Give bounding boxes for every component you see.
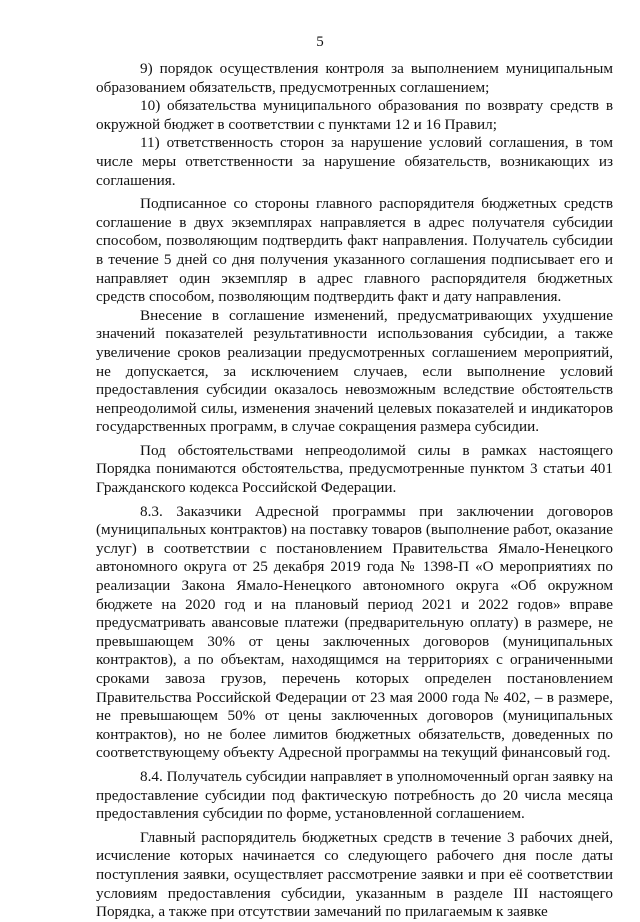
paragraph-force-majeure: Под обстоятельствами непреодолимой силы в рамках настоящего Порядка понимаются обстоятельства, предусмотренные пунктом 3 статьи 401 Гражданского кодекса Российской Федерации. (96, 441, 613, 497)
paragraph-signed-agreement: Подписанное со стороны главного распорядителя бюджетных средств соглашение в двух экземплярах направляется в адрес получателя субсидии способом, позволяющим подтвердить факт направления. Получатель субсидии в течение 5 дней со дня получения указанного соглашения подписывает его и направляет один экземпляр в адрес главного распорядителя бюджетных средств способом, позволяющим подтвердить факт и дату направления. (96, 195, 613, 306)
paragraph-item-10: 10) обязательства муниципального образования по возврату средств в окружной бюджет в соответствии с пунктами 12 и 16 Правил; (96, 97, 613, 133)
paragraph-section-8-4: 8.4. Получатель субсидии направляет в уполномоченный орган заявку на предоставление субсидии под фактическую потребность до 20 числа месяца предоставления субсидии по форме, установленной соглашением. (96, 767, 613, 823)
paragraph-section-8-3: 8.3. Заказчики Адресной программы при заключении договоров (муниципальных контрактов) на поставку товаров (выполнение работ, оказание услуг) в соответствии с постановлением Правительства Ямало-Ненецкого автономного округа от 25 декабря 2019 года № 1398-П «О мероприятиях по реализации Закона Ямало-Ненецкого автономного округа «Об окружном бюджете на 2020 год и на плановый период 2021 и 2022 годов» вправе предусматривать авансовые платежи (предварительную оплату) в размере, не превышающем 30% от цены заключенных договоров (муниципальных контрактов), а по объектам, находящимся на территориях с ограниченными сроками завоза грузов, перечень которых определен постановлением Правительства Российской Федерации от 23 мая 2000 года № 402, – в размере, не превышающем 50% от цены заключенных договоров (муниципальных контрактов), но не более лимитов бюджетных обязательств, доведенных по соответствующему объекту Адресной программы на текущий финансовый год. (96, 502, 613, 762)
document-body (96, 60, 613, 922)
paragraph-chief-administrator: Главный распорядитель бюджетных средств в течение 3 рабочих дней, исчисление которых начинается со следующего рабочего дня после даты поступления заявки, осуществляет рассмотрение заявки и при её соответствии условиям предоставления субсидии, указанным в разделе III настоящего Порядка, а также при отсутствии замечаний по прилагаемым к заявке (96, 828, 613, 921)
paragraph-item-11: 11) ответственность сторон за нарушение условий соглашения, в том числе меры ответственности за нарушение обязательств, возникающих из соглашения. (96, 134, 613, 189)
paragraph-item-9: 9) порядок осуществления контроля за выполнением муниципальным образованием обязательств, предусмотренных соглашением; (96, 60, 613, 96)
paragraph-amendments: Внесение в соглашение изменений, предусматривающих ухудшение значений показателей результативности использования субсидии, а также увеличение сроков реализации предусмотренных соглашением мероприятий, не допускается, за исключением случаев, если выполнение условий предоставления субсидии оказалось невозможным вследствие обстоятельств непреодолимой силы, изменения значений целевых показателей и индикаторов государственных программ, в случае сокращения размера субсидии. (96, 306, 613, 436)
page-number: 5 (316, 34, 324, 50)
